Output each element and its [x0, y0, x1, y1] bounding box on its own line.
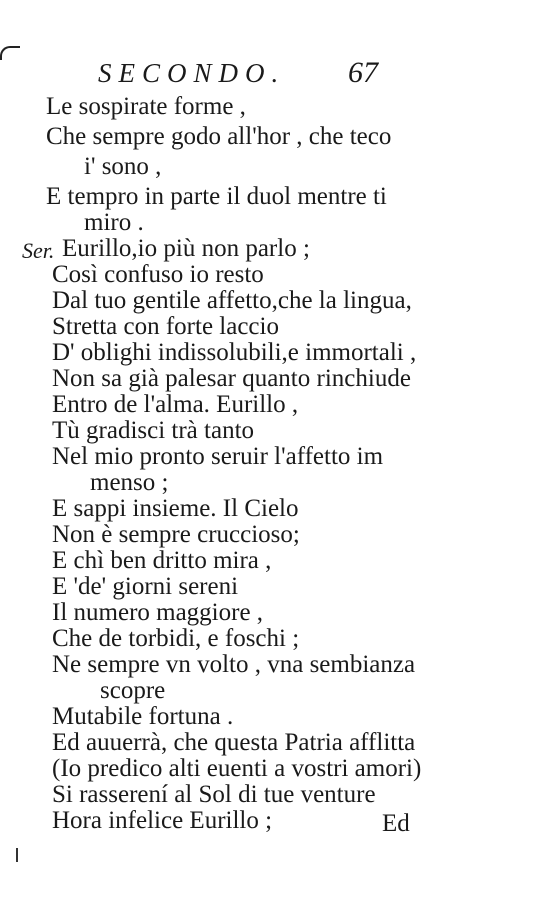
speaker-label: Ser.: [22, 238, 55, 263]
verse-line: Le sospirate forme ,: [46, 93, 246, 120]
verse-line: Nel mio pronto seruir l'affetto im: [52, 443, 384, 470]
verse-line: Hora infelice Eurillo ;: [52, 807, 273, 834]
verse-line: Entro de l'alma. Eurillo ,: [52, 391, 299, 418]
verse-line: Stretta con forte laccio: [52, 313, 279, 340]
verse-line: E tempro in parte il duol mentre ti: [46, 183, 387, 210]
verse-line: i' sono ,: [84, 153, 162, 180]
verse-line: (Io predico alti euenti a vostri amori): [52, 755, 422, 782]
verse-line: Ed auuerrà, che questa Patria afflitta: [52, 729, 416, 756]
catchword: Ed: [382, 810, 410, 837]
verse-line: Tù gradisci trà tanto: [52, 417, 255, 444]
verse-line: Eurillo,io più non parlo ;: [62, 235, 310, 262]
page-edge-mark: [0, 46, 20, 60]
verse-line: Il numero maggiore ,: [52, 599, 264, 626]
verse-line: Non è sempre crucciosо;: [52, 521, 300, 548]
page-number: 67: [348, 56, 378, 89]
verse-line: E chì ben dritto mira ,: [52, 547, 272, 574]
verse-line: Dal tuo gentile affetto,che la lingua,: [52, 287, 412, 314]
page-edge-mark-bottom: [16, 848, 18, 862]
verse-line: Non sa già palesar quanto rinchiude: [52, 365, 411, 392]
running-head: SECONDO.: [98, 58, 286, 88]
verse-line: miro .: [84, 209, 144, 236]
verse-line: scopre: [100, 677, 166, 704]
verse-line: Così confuso io resto: [52, 261, 264, 288]
verse-line: Ne sempre vn volto , vna sembianza: [52, 651, 416, 678]
verse-line: Che de torbidi, e foschi ;: [52, 625, 300, 652]
verse-line: Mutabile fortuna .: [52, 703, 234, 730]
verse-line: E 'de' giorni sereni: [52, 573, 239, 600]
verse-line: Che sempre godo all'hor , che teco: [46, 123, 392, 150]
verse-line: E sappi insieme. Il Cielo: [52, 495, 299, 522]
verse-line: menso ;: [90, 469, 169, 496]
verse-line: D' oblighi indissolubili,e immortali ,: [52, 339, 417, 366]
verse-line: Si rasserení al Sol di tue venture: [52, 781, 376, 808]
